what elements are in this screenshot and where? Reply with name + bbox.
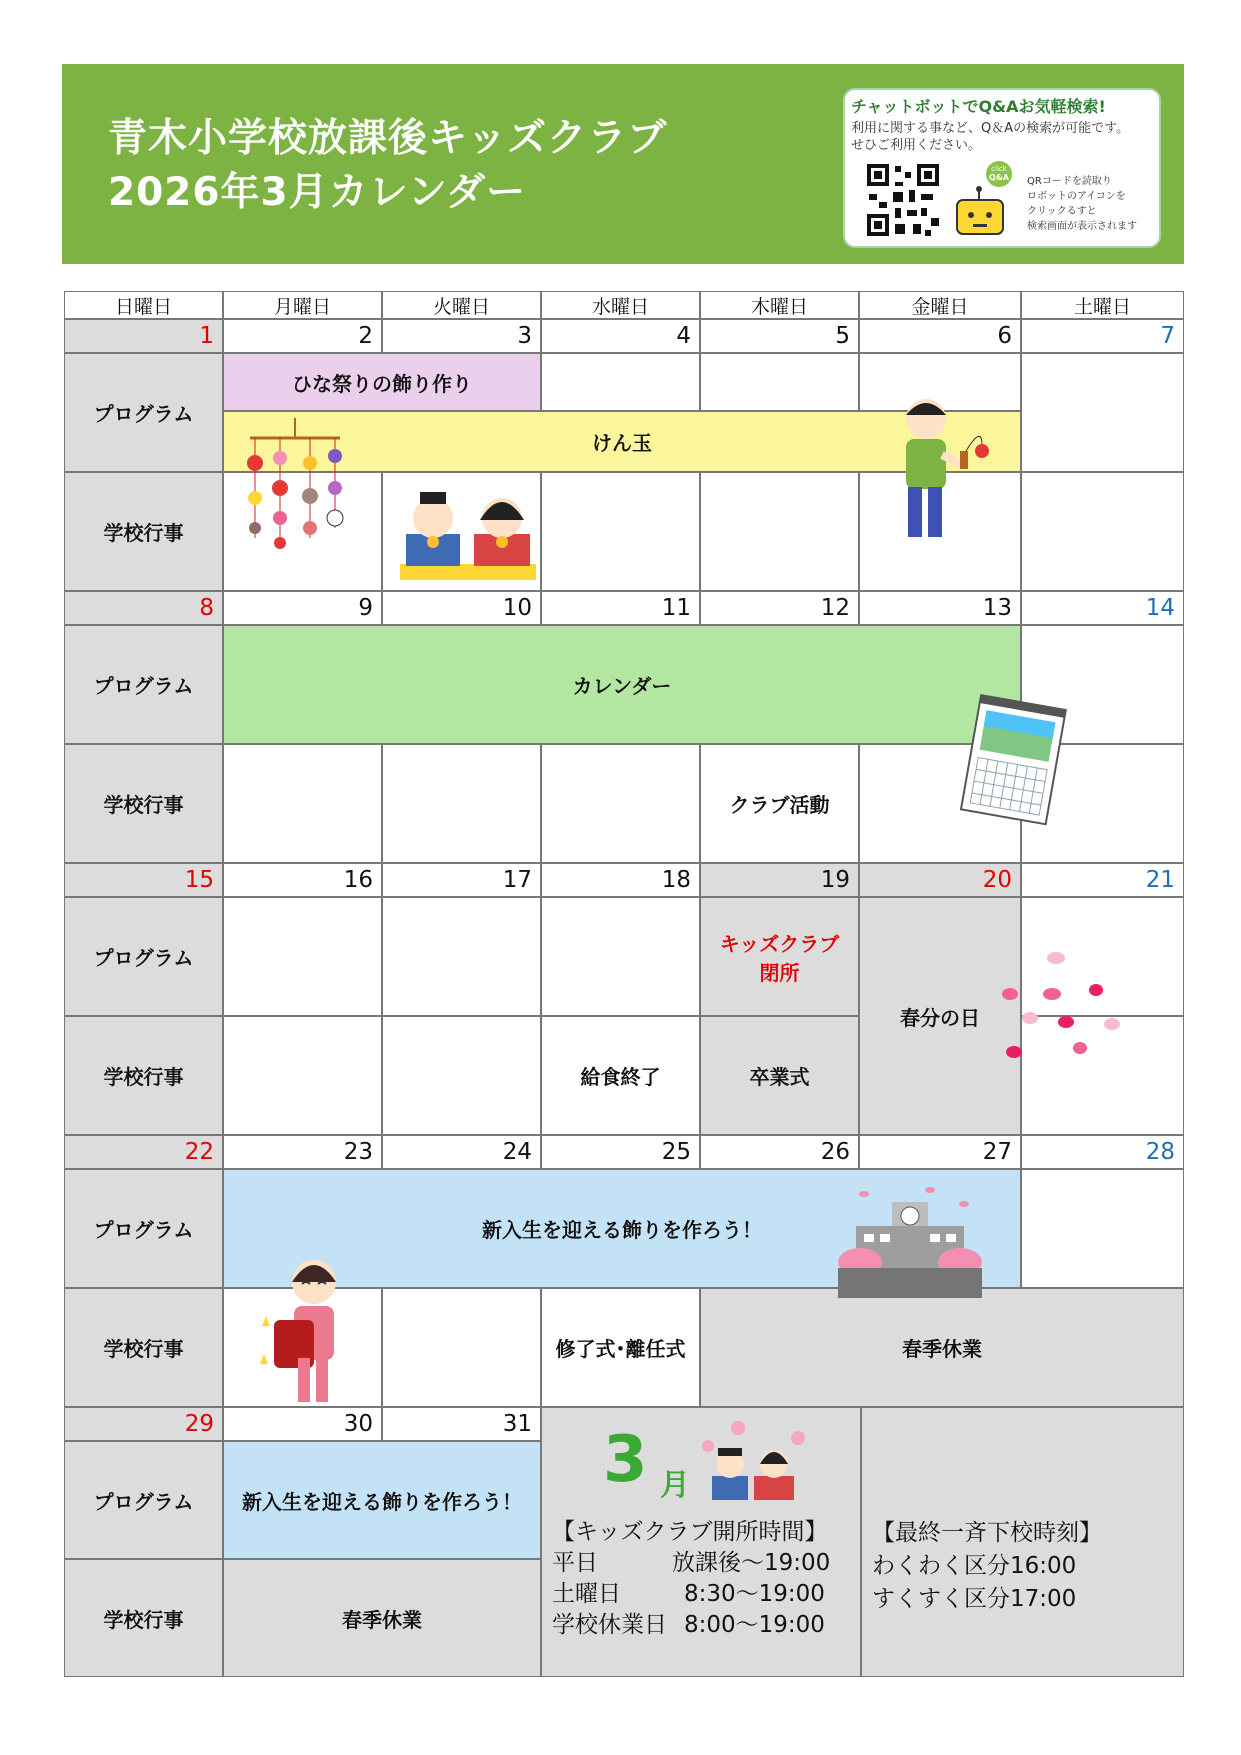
label-school: 学校行事 bbox=[64, 1559, 223, 1677]
day-11: 11 bbox=[541, 591, 700, 625]
weekday-tue: 火曜日 bbox=[382, 291, 541, 319]
hours-title: 【キッズクラブ開所時間】 bbox=[552, 1519, 828, 1545]
label-program: プログラム bbox=[64, 1169, 223, 1288]
event-welcome: 新入生を迎える飾りを作ろう！ bbox=[223, 1169, 1021, 1288]
student-randoseru-icon bbox=[254, 1254, 358, 1410]
empty-cell bbox=[541, 353, 700, 411]
empty-cell bbox=[382, 1288, 541, 1407]
hours-label: 土曜日 bbox=[552, 1581, 621, 1607]
hours-label: 平日 bbox=[552, 1550, 598, 1576]
event-spring-break: 春季休業 bbox=[700, 1288, 1184, 1407]
hours-row bbox=[552, 1548, 830, 1579]
day-31: 31 bbox=[382, 1407, 541, 1441]
empty-cell bbox=[382, 744, 541, 863]
hina-dolls-icon bbox=[400, 484, 536, 580]
hours-time: 放課後～19:00 bbox=[672, 1550, 831, 1576]
event-calendar: カレンダー bbox=[223, 625, 1021, 744]
weekday-sat: 土曜日 bbox=[1021, 291, 1184, 319]
chatbot-title: チャットボットでQ&Aお気軽検索! bbox=[851, 97, 1106, 116]
dismissal-time: 16:00 bbox=[1010, 1553, 1077, 1579]
day-23: 23 bbox=[223, 1135, 382, 1169]
weekday-mon: 月曜日 bbox=[223, 291, 382, 319]
day-6: 6 bbox=[859, 319, 1021, 353]
hours-label: 学校休業日 bbox=[552, 1612, 667, 1638]
event-closed bbox=[700, 897, 859, 1016]
empty-cell bbox=[541, 744, 700, 863]
day-22: 22 bbox=[64, 1135, 223, 1169]
chatbot-box bbox=[843, 88, 1161, 248]
closed-line-2: 閉所 bbox=[759, 960, 800, 985]
closed-line-1: キッズクラブ bbox=[719, 931, 840, 956]
label-school: 学校行事 bbox=[64, 744, 223, 863]
chatbot-desc-1: 利用に関する事など、Q＆Aの検索が可能です。 bbox=[851, 121, 1130, 136]
weekday-thu: 木曜日 bbox=[700, 291, 859, 319]
empty-cell bbox=[223, 744, 382, 863]
day-1: 1 bbox=[64, 319, 223, 353]
day-2: 2 bbox=[223, 319, 382, 353]
hanging-mobile-icon bbox=[240, 418, 350, 558]
chatbot-note-2: ロボットのアイコンを bbox=[1027, 191, 1126, 202]
label-program: プログラム bbox=[64, 897, 223, 1016]
event-kendama: けん玉 bbox=[223, 411, 1021, 472]
empty-cell bbox=[700, 472, 859, 591]
dismissal-time: 17:00 bbox=[1010, 1586, 1077, 1612]
empty-cell bbox=[382, 897, 541, 1016]
day-16: 16 bbox=[223, 863, 382, 897]
month-number: 3 bbox=[603, 1423, 648, 1497]
day-21: 21 bbox=[1021, 863, 1184, 897]
day-18: 18 bbox=[541, 863, 700, 897]
chatbot-desc bbox=[851, 120, 1129, 154]
badge-click: click bbox=[991, 165, 1007, 173]
hours-row bbox=[552, 1579, 830, 1610]
weekday-sun: 日曜日 bbox=[64, 291, 223, 319]
empty-cell bbox=[223, 1016, 382, 1135]
chatbot-desc-2: せひご利用ください。 bbox=[851, 138, 982, 153]
hours-block bbox=[552, 1517, 830, 1641]
dismissal-title: 【最終一斉下校時刻】 bbox=[872, 1520, 1102, 1546]
page-title bbox=[108, 112, 667, 220]
event-spring-break: 春季休業 bbox=[223, 1559, 541, 1677]
day-5: 5 bbox=[700, 319, 859, 353]
dismissal-row bbox=[872, 1550, 1102, 1583]
dismissal-row bbox=[872, 1583, 1102, 1616]
dismissal-label: すくすく区分 bbox=[872, 1586, 1010, 1612]
label-program: プログラム bbox=[64, 353, 223, 472]
chatbot-note-3: クリックるすと bbox=[1027, 206, 1097, 217]
calendar-illustration-icon bbox=[960, 692, 1070, 832]
day-17: 17 bbox=[382, 863, 541, 897]
school-building-icon bbox=[834, 1182, 986, 1300]
day-19: 19 bbox=[700, 863, 859, 897]
day-12: 12 bbox=[700, 591, 859, 625]
empty-cell bbox=[1021, 353, 1184, 472]
dismissal-label: わくわく区分 bbox=[872, 1553, 1010, 1579]
day-7: 7 bbox=[1021, 319, 1184, 353]
hours-row bbox=[552, 1610, 830, 1641]
label-program: プログラム bbox=[64, 1441, 223, 1559]
day-10: 10 bbox=[382, 591, 541, 625]
event-lunch-end: 給食終了 bbox=[541, 1016, 700, 1135]
day-15: 15 bbox=[64, 863, 223, 897]
day-25: 25 bbox=[541, 1135, 700, 1169]
cherry-petals-icon bbox=[1000, 948, 1130, 1064]
label-program: プログラム bbox=[64, 625, 223, 744]
day-29: 29 bbox=[64, 1407, 223, 1441]
hours-time: 8:30～19:00 bbox=[684, 1581, 825, 1607]
empty-cell bbox=[541, 897, 700, 1016]
empty-cell bbox=[382, 1016, 541, 1135]
event-closing-ceremony: 修了式･離任式 bbox=[541, 1288, 700, 1407]
empty-cell bbox=[1021, 472, 1184, 591]
title-line-2: 2026年3月カレンダー bbox=[108, 170, 527, 215]
day-8: 8 bbox=[64, 591, 223, 625]
empty-cell bbox=[700, 353, 859, 411]
label-school: 学校行事 bbox=[64, 1016, 223, 1135]
label-school: 学校行事 bbox=[64, 1288, 223, 1407]
title-line-1: 青木小学校放課後キッズクラブ bbox=[108, 116, 668, 161]
chatbot-robot-icon[interactable] bbox=[949, 160, 1019, 240]
dismissal-block bbox=[872, 1517, 1102, 1616]
day-20: 20 bbox=[859, 863, 1021, 897]
day-28: 28 bbox=[1021, 1135, 1184, 1169]
chatbot-note-1: QRコードを読取り bbox=[1027, 176, 1112, 187]
event-welcome: 新入生を迎える飾りを作ろう！ bbox=[223, 1441, 541, 1559]
event-hina: ひな祭りの飾り作り bbox=[223, 353, 541, 411]
event-equinox: 春分の日 bbox=[859, 897, 1021, 1135]
chatbot-note bbox=[1027, 174, 1137, 234]
day-27: 27 bbox=[859, 1135, 1021, 1169]
badge-qa: Q&A bbox=[989, 173, 1009, 182]
label-school: 学校行事 bbox=[64, 472, 223, 591]
empty-cell bbox=[541, 472, 700, 591]
chatbot-note-4: 検索画面が表示されます bbox=[1027, 221, 1137, 232]
day-30: 30 bbox=[223, 1407, 382, 1441]
day-4: 4 bbox=[541, 319, 700, 353]
month-suffix: 月 bbox=[660, 1468, 690, 1503]
weekday-fri: 金曜日 bbox=[859, 291, 1021, 319]
qr-code-icon[interactable] bbox=[865, 162, 941, 238]
day-3: 3 bbox=[382, 319, 541, 353]
day-13: 13 bbox=[859, 591, 1021, 625]
hina-dolls-small-icon bbox=[698, 1418, 808, 1504]
empty-cell bbox=[223, 897, 382, 1016]
kendama-boy-icon bbox=[886, 395, 996, 545]
day-26: 26 bbox=[700, 1135, 859, 1169]
event-graduation: 卒業式 bbox=[700, 1016, 859, 1135]
event-club: クラブ活動 bbox=[700, 744, 859, 863]
day-24: 24 bbox=[382, 1135, 541, 1169]
hours-time: 8:00～19:00 bbox=[684, 1612, 825, 1638]
day-14: 14 bbox=[1021, 591, 1184, 625]
weekday-wed: 水曜日 bbox=[541, 291, 700, 319]
empty-cell bbox=[1021, 1169, 1184, 1288]
day-9: 9 bbox=[223, 591, 382, 625]
